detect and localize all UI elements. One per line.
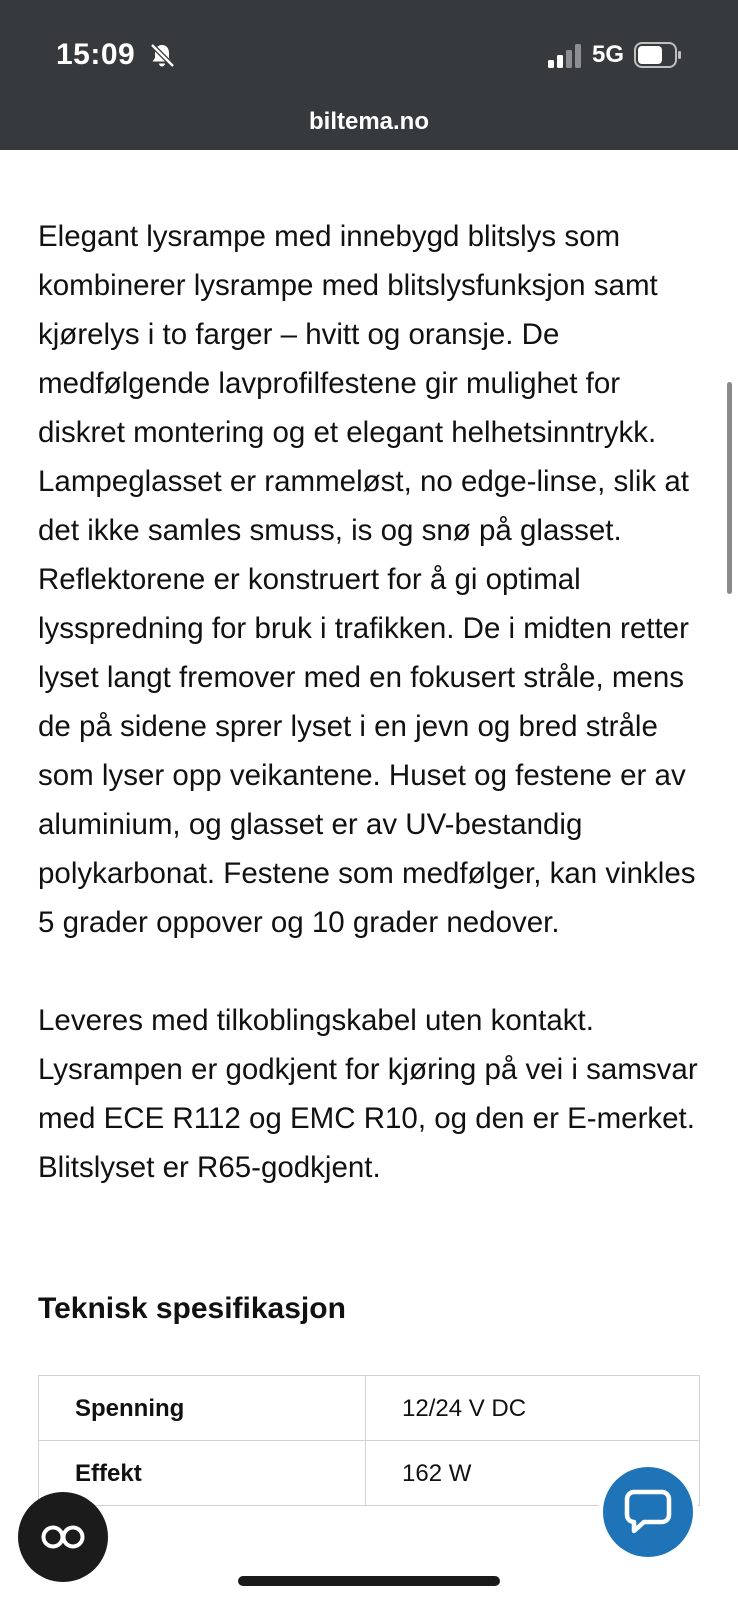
battery-icon [634,42,682,68]
chat-button-inner[interactable] [603,1467,693,1557]
spec-title: Teknisk spesifikasjon [38,1292,346,1325]
product-description [38,212,702,1506]
browser-header [0,0,738,150]
spec-value: 162 W [366,1441,700,1506]
bell-slash-icon [148,41,176,69]
url-label[interactable]: biltema.no [308,108,429,135]
scrollbar[interactable] [727,382,732,594]
signal-icon [548,44,584,68]
cookie-settings-button[interactable] [18,1492,108,1582]
network-label: 5G [592,41,625,68]
spec-value: 12/24 V DC [366,1376,700,1441]
cookie-icon [38,1522,88,1552]
home-indicator [238,1576,500,1586]
spec-table [38,1375,700,1506]
spec-label: Spenning [39,1376,366,1441]
chat-button[interactable] [598,1462,698,1562]
spec-label: Effekt [39,1441,366,1506]
description-paragraph: Leveres med tilkoblingskabel uten kontakt. Lysrampen er godkjent for kjøring på vei i samsvar med ECE R112 og EMC R10, og den er E-merket. Blitslyset er R65-godkjent. [38,1004,698,1184]
status-time: 15:09 [56,38,136,71]
description-paragraph: Elegant lysrampe med innebygd blitslys som kombinerer lysrampe med blitslysfunksjon samt kjørelys i to farger – hvitt og oransje. De medfølgende lavprofilfestene gir mulighet for diskret montering og et elegant helhetsinntrykk. Lampeglasset er rammeløst, no edge-linse, slik at det ikke samles smuss, is og snø på glasset. Reflektorene er konstruert for å gi optimal lysspredning for bruk i trafikken. De i midten retter lyset langt fremover med en fokusert stråle, mens de på sidene sprer lyset i en jevn og bred stråle som lyser opp veikantene. Huset og festene er av aluminium, og glasset er av UV-bestandig polykarbonat. Festene som medfølger, kan vinkles 5 grader oppover og 10 grader nedover. [38,220,696,939]
table-row [39,1376,700,1441]
chat-icon [624,1489,672,1535]
